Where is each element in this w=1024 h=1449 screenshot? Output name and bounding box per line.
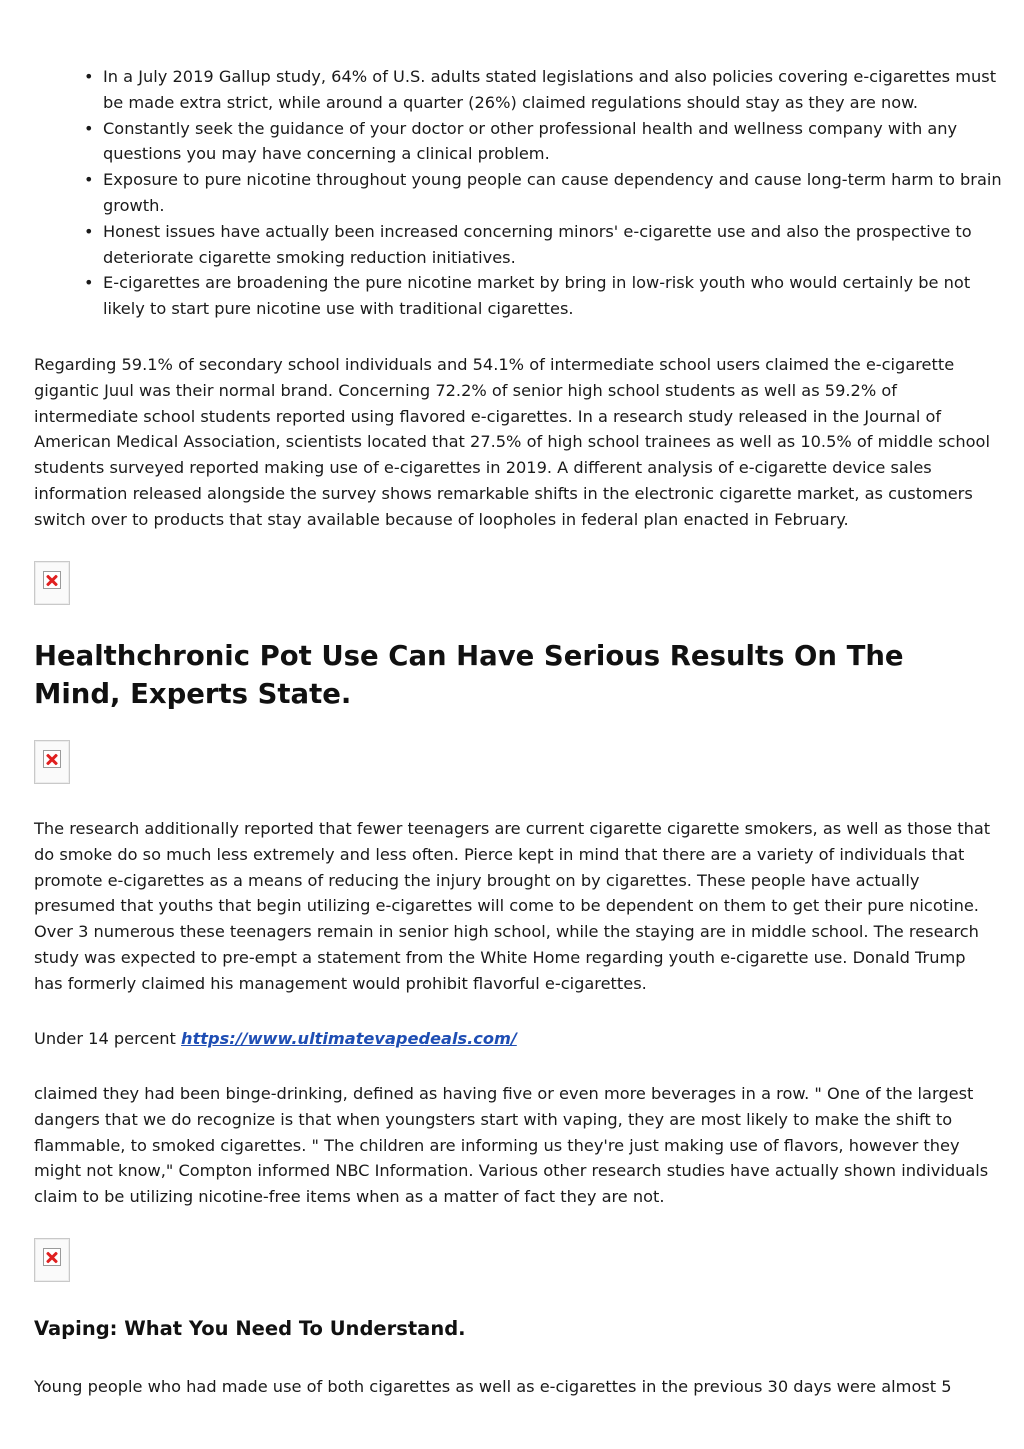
section-heading-pot-use: Healthchronic Pot Use Can Have Serious Results On The Mind, Experts State. [34,640,904,710]
paragraph-binge-drinking: claimed they had been binge-drinking, defined as having five or even more beverages in a row. " One of the largest dangers that we do recognize is that when youngsters start with vaping, they are most likely to make the shift to flammable, to smoked cigarettes. " The children are informing us they're just making use of flavors, however they might not know," Compton informed NBC Information. Various other research studies have actually shown individuals claim to be utilizing nicotine-free items when as a matter of fact they are not. [34,1084,989,1207]
paragraph-teen-smokers: The research additionally reported that fewer teenagers are current cigarette cigarette smokers, as well as those that do smoke do so much less extremely and less often. Pierce kept in mind that there are a variety of individuals that promote e-cigarettes as a means of reducing the injury brought on by cigarettes. These people have actually presumed that youths that begin utilizing e-cigarettes will come to be dependent on them to get their pure nicotine. Over 3 numerous these teenagers remain in senior high school, while the staying are in middle school. The research study was expected to pre-empt a statement from the White Home regarding youth e-cigarette use. Donald Trump has formerly claimed his management would prohibit flavorful e-cigarettes. [34,819,991,993]
bullet-item: • Constantly seek the guidance of your doctor or other professional health and wellness company with any questions you may have concerning a clinical problem. [82,116,1002,168]
bullet-item: • E-cigarettes are broadening the pure nicotine market by bring in low-risk youth who would certainly be not likely to start pure nicotine use with traditional cigarettes. [82,270,1002,322]
bullet-item: • Exposure to pure nicotine throughout young people can cause dependency and cause long-term harm to brain growth. [82,167,1002,219]
ultimatevapedeals-link[interactable]: https://www.ultimatevapedeals.com/ [181,1029,517,1048]
link-prefix: Under 14 percent [34,1029,176,1048]
section-heading-vaping: Vaping: What You Need To Understand. [34,1317,466,1340]
link-line [34,1026,994,1052]
bullet-item: • In a July 2019 Gallup study, 64% of U.S. adults stated legislations and also policies covering e-cigarettes must be made extra strict, while around a quarter (26%) claimed regulations should stay as they are now. [82,64,1002,116]
broken-image-icon [34,740,70,784]
paragraph-juul-stats: Regarding 59.1% of secondary school individuals and 54.1% of intermediate school users claimed the e-cigarette gigantic Juul was their normal brand. Concerning 72.2% of senior high school students as well as 59.2% of intermediate school students reported using flavored e-cigarettes. In a research study released in the Journal of American Medical Association, scientists located that 27.5% of high school trainees as well as 10.5% of middle school students surveyed reported making use of e-cigarettes in 2019. A different analysis of e-cigarette device sales information released alongside the survey shows remarkable shifts in the electronic cigarette market, as customers switch over to products that stay available because of loopholes in federal plan enacted in February. [34,355,990,529]
paragraph-young-people: Young people who had made use of both cigarettes as well as e-cigarettes in the previous 30 days were almost 5 [34,1377,952,1396]
broken-image-icon [34,1238,70,1282]
bullet-item: • Honest issues have actually been increased concerning minors' e-cigarette use and also the prospective to deteriorate cigarette smoking reduction initiatives. [82,219,1002,271]
bullet-list [82,64,1002,322]
broken-image-icon [34,561,70,605]
